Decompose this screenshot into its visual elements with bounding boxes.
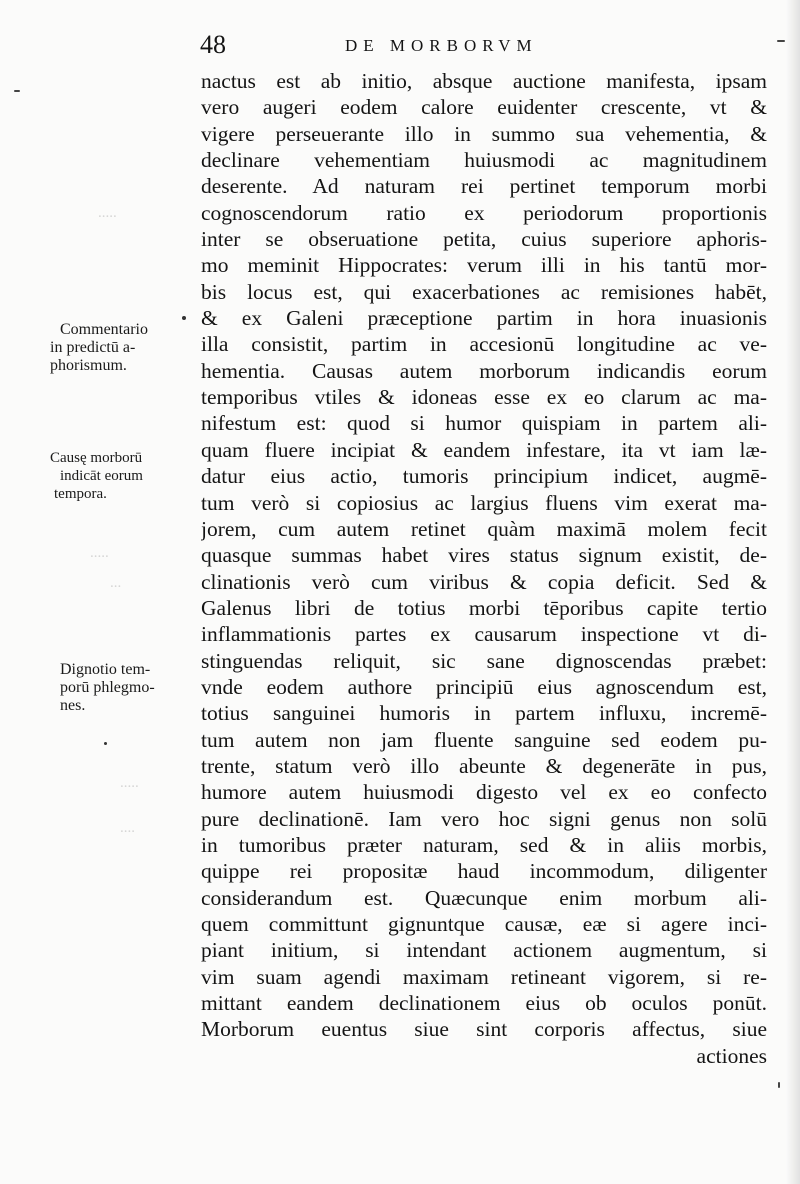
page-header (200, 30, 760, 62)
margin-note-causae (50, 449, 198, 503)
margin-note-line: porū phlegmo- (60, 679, 155, 696)
text-line: inter se obseruatione petita, cuius superiore aphoris- (201, 227, 767, 252)
text-line: vigere perseuerante illo in summo sua vehementia, & (201, 121, 767, 146)
text-line: considerandum est. Quæcunque enim morbum ali- (201, 885, 767, 910)
running-head: DE MORBORVM (345, 36, 538, 55)
text-line: in tumoribus præter naturam, sed & in aliis morbis, (201, 832, 767, 857)
text-line: totius sanguinei humoris in partem influxu, incremē- (201, 701, 767, 726)
text-line: mittant eandem declinationem eius ob oculos ponūt. (201, 991, 767, 1016)
margin-note-line: Dignotio tem- (60, 661, 151, 678)
text-line: actiones (696, 1043, 767, 1068)
margin-note-line: in predictū a- (50, 339, 136, 356)
text-line: nactus est ab initio, absque auctione manifesta, ipsam (201, 69, 767, 93)
margin-note-line: indicāt eorum (60, 468, 143, 484)
ink-dot (104, 742, 107, 745)
body-text (201, 68, 767, 1069)
show-through-text: ..... (120, 775, 139, 791)
show-through-text: ..... (98, 205, 117, 221)
text-line: quem committunt gignuntque causæ, eæ si agere inci- (201, 912, 767, 936)
page-number: 48 (200, 30, 226, 59)
show-through-text: ... (110, 575, 122, 591)
text-line: bis locus est, qui exacerbationes ac remisiones habēt, (201, 279, 767, 304)
text-line: quasque summas habet vires status signum existit, de- (201, 543, 767, 568)
text-line: quippe rei propositæ haud incommodum, diligenter (201, 859, 767, 884)
text-line: inflammationis partes ex causarum inspectione vt di- (201, 622, 767, 647)
text-line: datur eius actio, tumoris principium indicet, augmē- (201, 464, 767, 489)
show-through-text: ..... (90, 545, 109, 561)
ink-mark (777, 40, 785, 42)
text-line: mo meminit Hippocrates: verum illi in his tantū mor- (201, 253, 767, 278)
text-line: & ex Galeni præceptione partim in hora inuasionis (201, 306, 767, 331)
text-line: stinguendas reliquit, sic sane dignoscendas præbet: (201, 648, 767, 673)
ink-dot (182, 316, 186, 320)
text-line: clinationis verò cum viribus & copia deficit. Sed & (201, 569, 767, 594)
text-line: jorem, cum autem retinet quàm maximā molem fecit (201, 516, 767, 541)
page-edge-shadow (786, 0, 800, 1184)
text-line: piant initium, si intendant actionem augmentum, si (201, 938, 767, 963)
text-line: nifestum est: quod si humor quispiam in partem ali- (201, 411, 767, 436)
text-line: vim suam agendi maximam retineant vigorem, si re- (201, 964, 767, 989)
ink-mark (14, 90, 20, 92)
margin-note-dignotio (50, 661, 198, 715)
margin-note-line: Causę morborū (50, 450, 143, 466)
text-line: temporibus vtiles & idoneas esse ex eo clarum ac ma- (201, 385, 767, 410)
text-line: tum verò si copiosius ac largius fluens vim exerat ma- (201, 490, 767, 515)
text-line: hementia. Causas autem morborum indicandis eorum (201, 358, 767, 383)
text-line: tum autem non jam fluente sanguine sed eodem pu- (201, 727, 767, 752)
text-line: cognoscendorum ratio ex periodorum proportionis (201, 200, 767, 225)
margin-note-commentario (50, 321, 198, 375)
text-line: illa consistit, partim in accesionū longitudine ac ve- (201, 332, 767, 357)
text-line: trente, statum verò illo abeunte & degenerāte in pus, (201, 753, 767, 778)
text-line: pure declinationē. Iam vero hoc signi genus non solū (201, 806, 767, 831)
text-line: declinare vehementiam huiusmodi ac magnitudinem (201, 148, 767, 173)
text-line: quam fluere incipiat & eandem infestare, ita vt iam læ- (201, 437, 767, 462)
margin-note-line: tempora. (54, 486, 107, 502)
text-line: humore autem huiusmodi digesto vel ex eo confecto (201, 780, 767, 805)
show-through-text: .... (120, 820, 135, 836)
text-line: deserente. Ad naturam rei pertinet temporum morbi (201, 174, 767, 199)
text-line: vnde eodem authore principiū eius agnoscendum est, (201, 674, 767, 699)
text-line: vero augeri eodem calore euidenter crescente, vt & (201, 95, 767, 120)
text-line: Morborum euentus siue sint corporis affectus, siue (201, 1017, 767, 1042)
margin-note-line: phorismum. (50, 357, 127, 374)
ink-mark (778, 1082, 780, 1088)
margin-note-line: nes. (60, 697, 86, 714)
text-line: Galenus libri de totius morbi tēporibus capite tertio (201, 595, 767, 620)
margin-note-line: Commentario (60, 321, 148, 338)
